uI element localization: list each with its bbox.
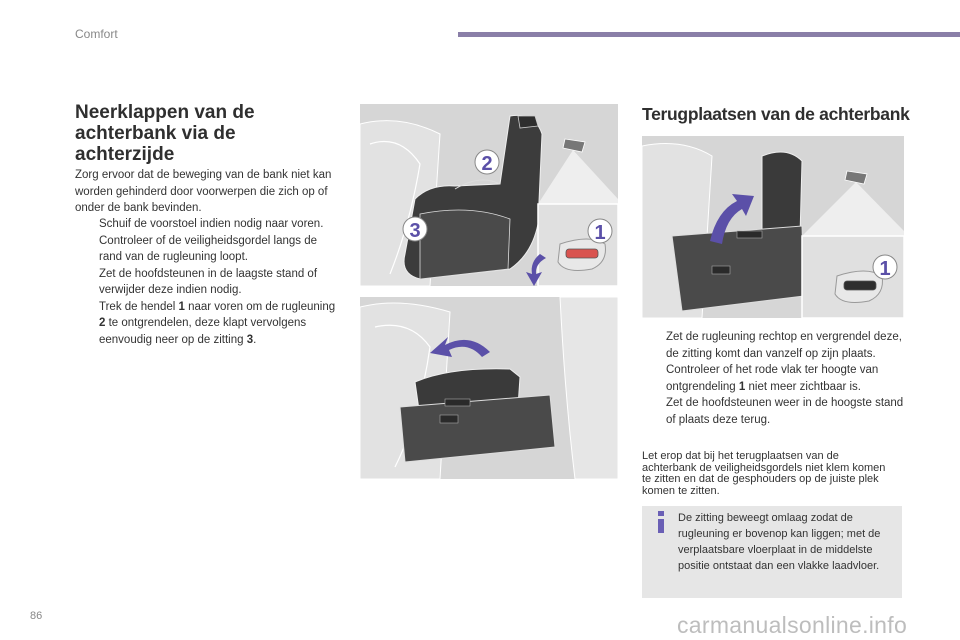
release-number: 1 <box>738 380 746 393</box>
list-item-text: Schuif de voorstoel indien nodig naar voren. <box>99 218 324 230</box>
list-item-text: Controleer of de veiligheidsgordel langs de rand van de rugleuning loopt. <box>99 234 318 263</box>
list-item-text: Trek de hendel <box>99 300 179 313</box>
info-icon <box>652 511 670 533</box>
figure-seat-folded <box>360 297 618 479</box>
watermark: carmanualsonline.info <box>677 612 908 638</box>
list-item <box>75 299 340 349</box>
caution-note: Let erop dat bij het terugplaatsen van de achterbank de veiligheidsgordels niet klem komen te zitten en dat de gesphouders op de juiste plek komen te zitten. <box>642 450 886 497</box>
lever-number: 1 <box>178 300 185 313</box>
seat-number: 3 <box>246 333 254 346</box>
section-title: Comfort <box>75 27 118 41</box>
callout-1: 1 <box>594 222 606 244</box>
figure-seat-unlock <box>360 104 618 286</box>
right-instruction-list <box>642 329 904 428</box>
left-heading: Neerklappen van de achterbank via de achterzijde <box>75 102 255 165</box>
list-item-text: Controleer of het rode vlak ter hoogte van ontgrendeling <box>666 364 879 393</box>
figure-seat-restore <box>642 136 904 318</box>
list-item-text: niet meer zichtbaar is. <box>745 380 861 393</box>
list-item-text: naar voren om de rugleuning <box>184 300 336 313</box>
list-item <box>642 329 904 362</box>
callout-2: 2 <box>481 153 493 175</box>
list-item <box>75 266 340 299</box>
left-intro-text: Zorg ervoor dat de beweging van de bank niet kan worden gehinderd door voorwerpen die zich op of onder de bank bevinden. <box>75 169 332 214</box>
info-text: De zitting beweegt omlaag zodat de rugleuning er bovenop kan liggen; met de verplaatsbare vloerplaat in de middelste positie ontstaat dan een vlakke laadvloer. <box>678 512 881 572</box>
left-instruction-list <box>75 216 340 348</box>
page-number: 86 <box>30 610 43 622</box>
list-item-text: te ontgrendelen, deze klapt vervolgens eenvoudig neer op de zitting <box>99 317 307 346</box>
header-accent-bar <box>458 32 960 37</box>
list-item-text: Zet de hoofdsteunen weer in de hoogste stand of plaats deze terug. <box>666 397 904 426</box>
list-item <box>75 216 340 233</box>
list-item-text: Zet de hoofdsteunen in de laagste stand of verwijder deze indien nodig. <box>99 267 318 296</box>
callout-3: 3 <box>409 220 421 242</box>
list-item-text: Zet de rugleuning rechtop en vergrendel deze, de zitting komt dan vanzelf op zijn plaats. <box>666 331 902 360</box>
callout-1: 1 <box>879 258 891 280</box>
list-item <box>642 395 904 428</box>
list-item <box>75 233 340 266</box>
backrest-number: 2 <box>99 317 106 329</box>
list-item <box>642 362 904 395</box>
list-item-text: . <box>253 333 257 346</box>
right-heading: Terugplaatsen van de achterbank <box>642 104 910 124</box>
